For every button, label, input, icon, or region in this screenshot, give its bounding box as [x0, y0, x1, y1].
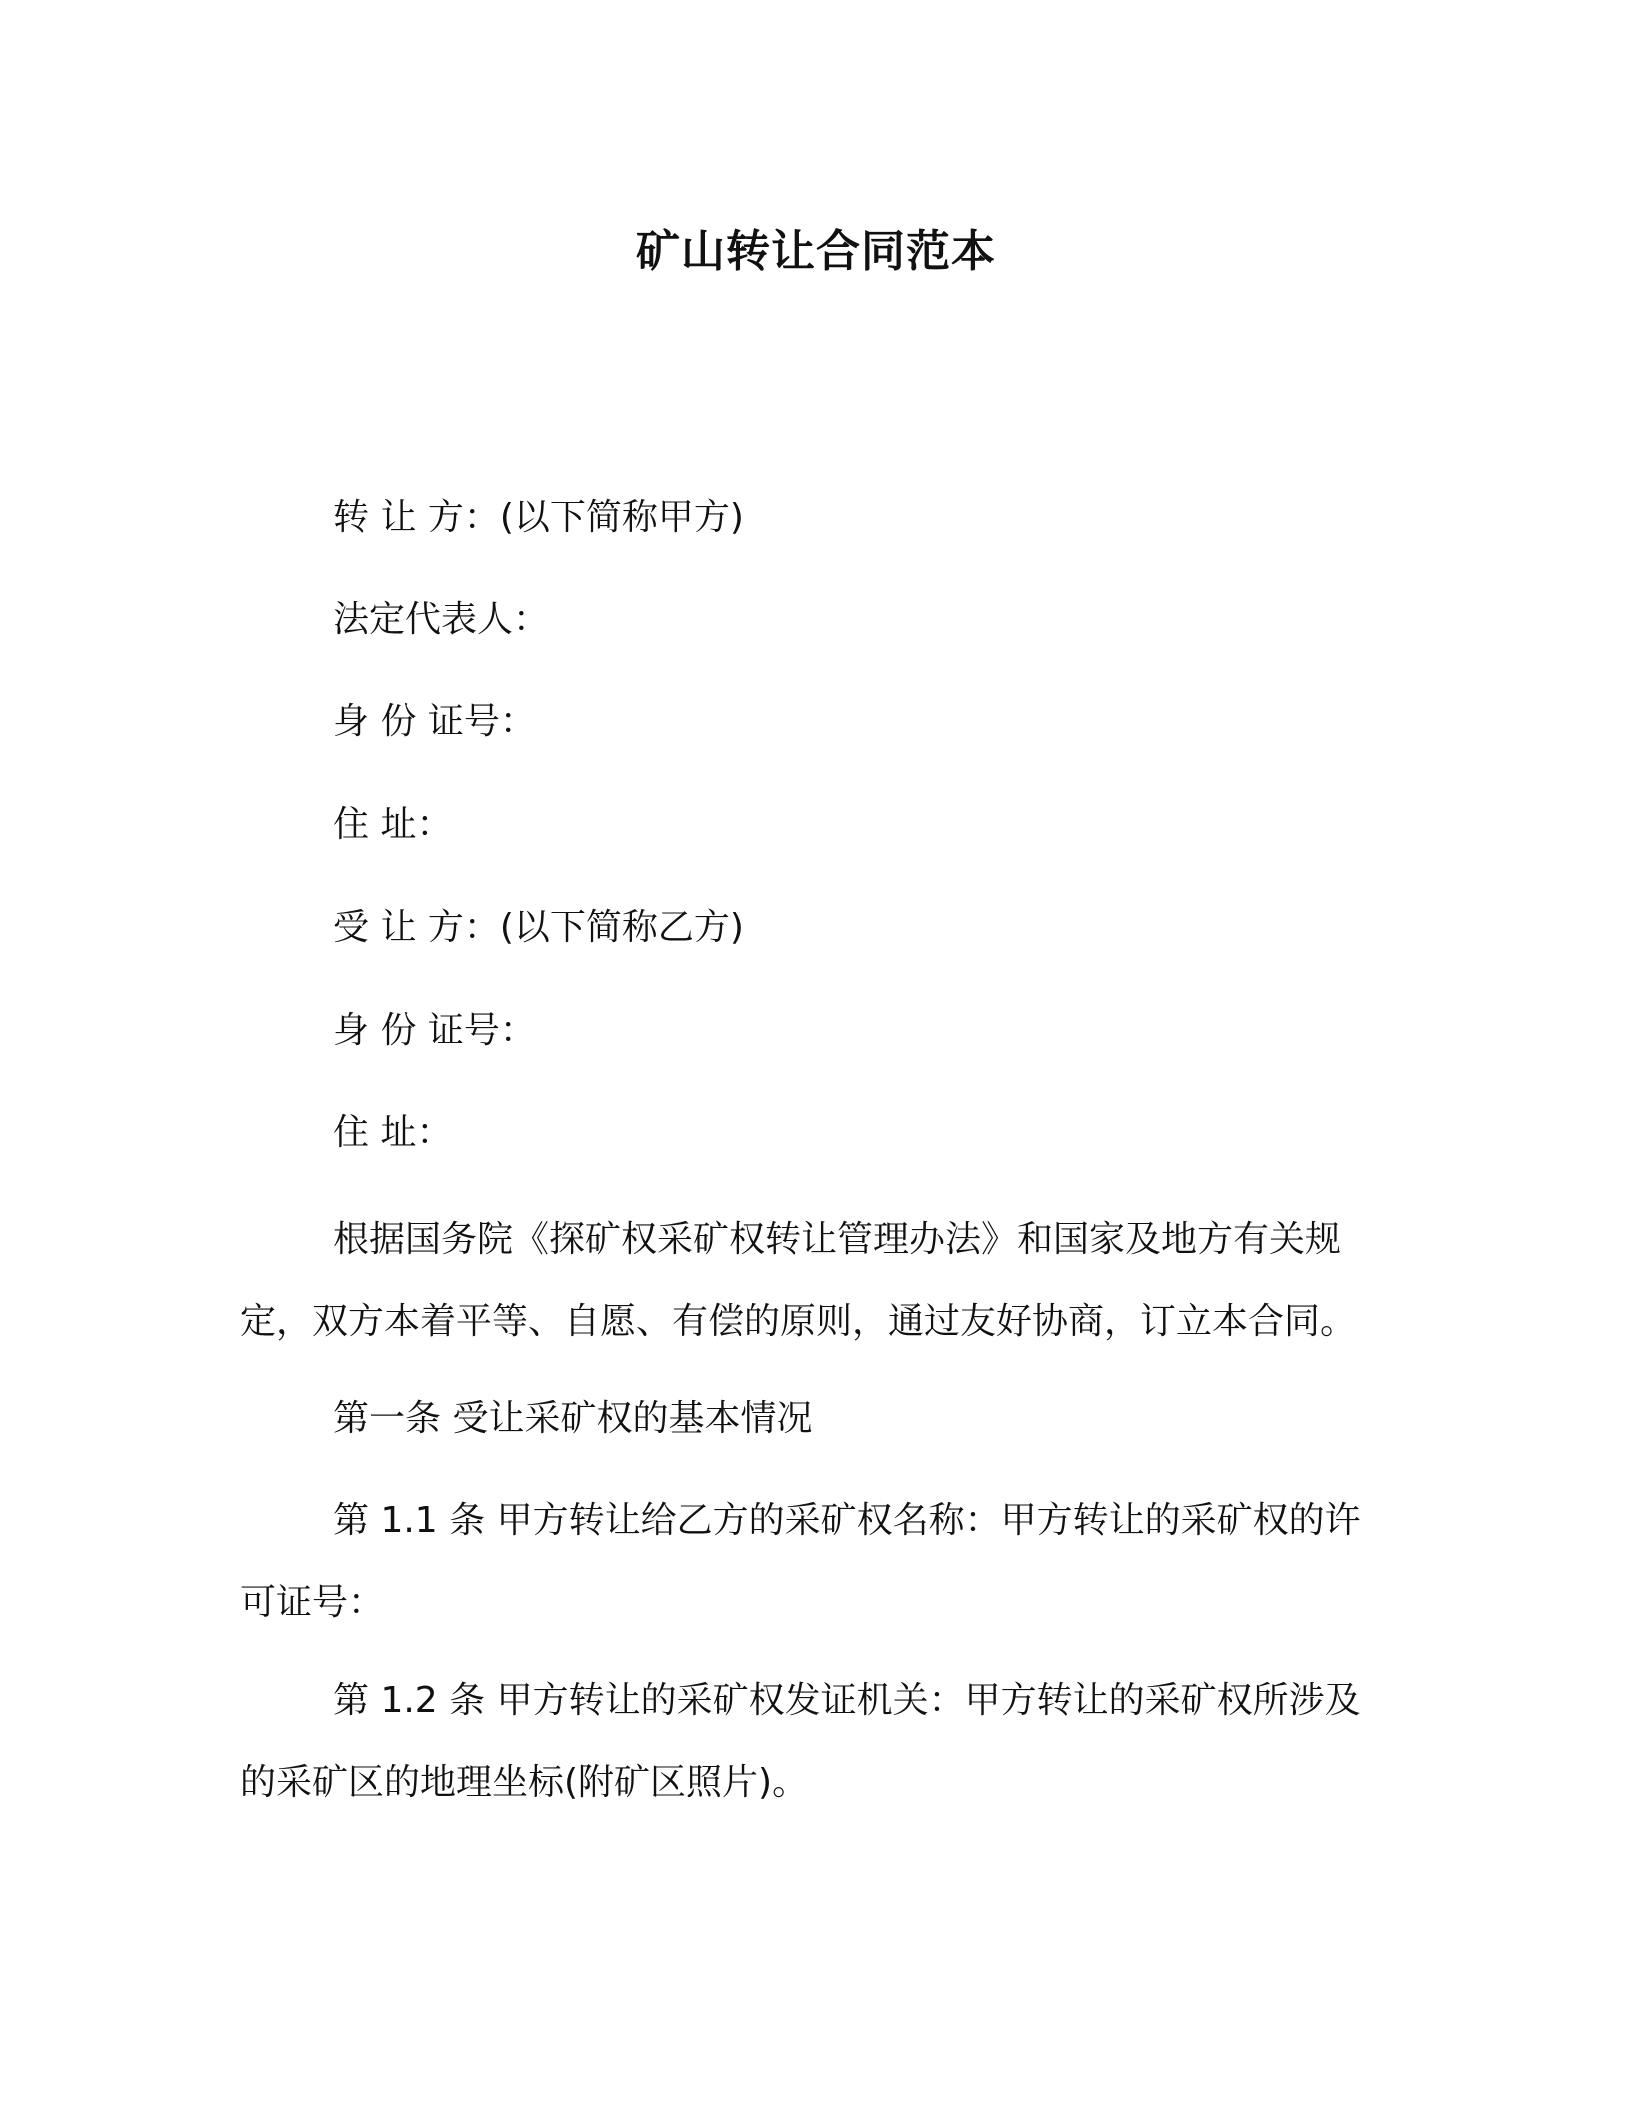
field-legal-representative: 法定代表人： — [333, 599, 550, 640]
intro-line-2: 定，双方本着平等、自愿、有偿的原则，通过友好协商，订立本合同。 — [240, 1301, 1357, 1342]
field-id-number-transferor: 身 份 证号： — [333, 701, 536, 742]
field-address-transferor: 住 址： — [333, 804, 453, 845]
clause-1-2 — [240, 1660, 1390, 1824]
field-id-number-transferee: 身 份 证号： — [333, 1010, 536, 1051]
article-1-heading: 第一条 受让采矿权的基本情况 — [333, 1398, 813, 1439]
intro-paragraph — [240, 1199, 1390, 1363]
clause-1-1-line-2: 可证号： — [240, 1582, 385, 1623]
field-address-transferee: 住 址： — [333, 1112, 453, 1153]
clause-1-1-line-1: 第 1.1 条 甲方转让给乙方的采矿权名称：甲方转让的采矿权的许 — [333, 1500, 1361, 1541]
field-transferee: 受 让 方：(以下简称乙方) — [333, 907, 744, 948]
field-transferor: 转 让 方：(以下简称甲方) — [333, 497, 744, 538]
clause-1-2-line-2: 的采矿区的地理坐标(附矿区照片)。 — [240, 1762, 809, 1803]
clause-1-1 — [240, 1480, 1390, 1644]
document-title: 矿山转让合同范本 — [636, 226, 996, 277]
clause-1-2-line-1: 第 1.2 条 甲方转让的采矿权发证机关：甲方转让的采矿权所涉及 — [333, 1680, 1361, 1721]
intro-line-1: 根据国务院《探矿权采矿权转让管理办法》和国家及地方有关规 — [333, 1219, 1342, 1260]
